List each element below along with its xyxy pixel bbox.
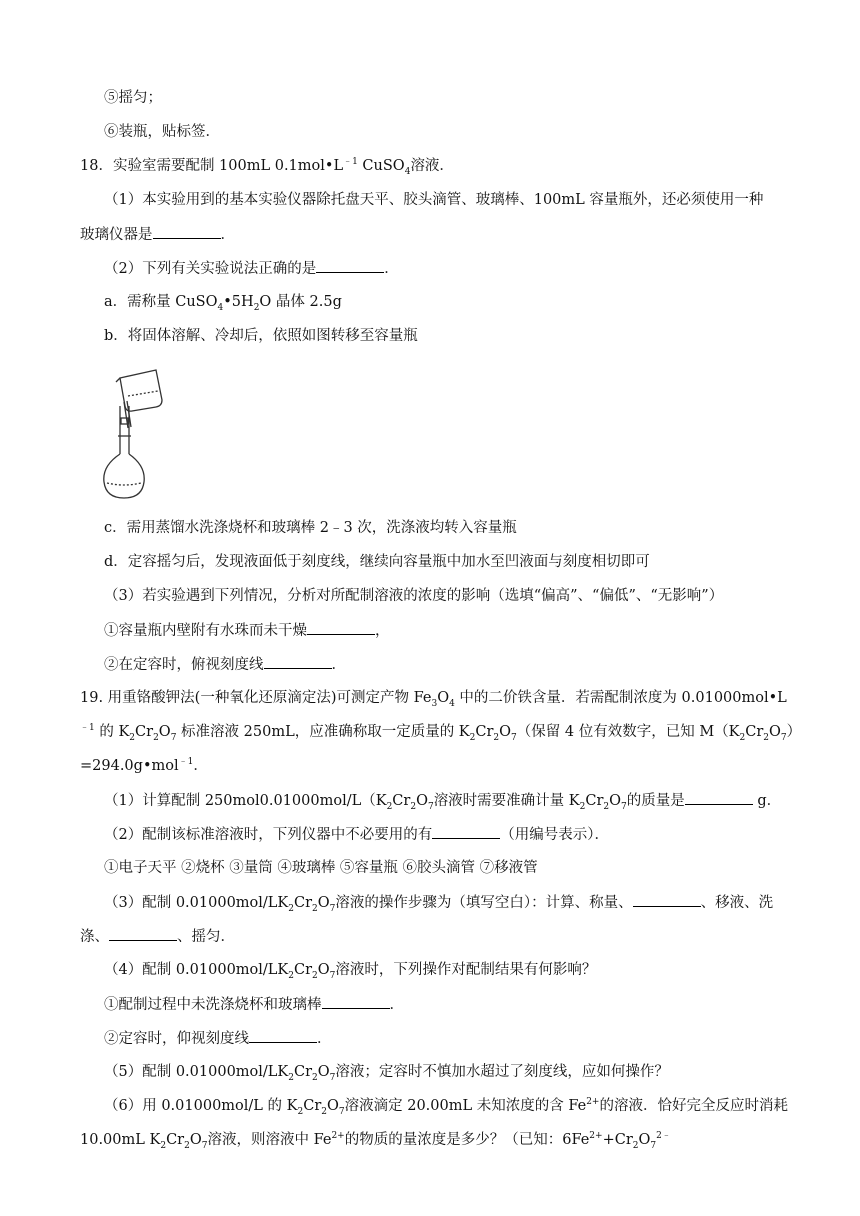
q19-part4: （4）配制 $0.01000mol/LK_2Cr_2O_7$溶液时，下列操作对配制结果有何影响？: [104, 962, 597, 981]
q18-part1-line1: （1）本实验用到的基本实验仪器除托盘天平、胶头滴管、玻璃棒、100mL 容量瓶外，还必须使用一种: [104, 192, 764, 208]
q18-title: 18．实验室需要配制 100mL $0.1mol•L^{﹣1}$ CuSO$_4$溶液．: [80, 157, 454, 177]
q19-instrument-list: ①电子天平 ②烧杯 ③量筒 ④玻璃棒 ⑤容量瓶 ⑥胶头滴管 ⑦移液管: [104, 860, 538, 876]
q19-line2: $^{﹣1}$ 的 $K_2Cr_2O_7$ 标准溶液 250mL，应准确称取一定质量的 $K_2Cr_2O_7$（保留 4 位有效数字，已知 $M(K_2Cr_2O_7)$: [80, 723, 802, 743]
step-5: ⑤摇匀；: [104, 90, 162, 106]
q19-line1: 19. 用重铬酸钾法(一种氧化还原滴定法)可测定产物 $Fe_3O_4$ 中的二价铁含量．若需配制浓度为 0.01000mol•L: [80, 690, 787, 709]
answer-blank[interactable]: [432, 824, 500, 839]
q19-part3-line1: （3）配制 $0.01000mol/LK_2Cr_2O_7$溶液的操作步骤为（填写空白）：计算、称量、 、移液、洗: [104, 892, 773, 913]
q18-part3: （3）若实验遇到下列情况，分析对所配制溶液的浓度的影响（选填“偏高”、“偏低”、“无影响”）: [104, 588, 724, 604]
answer-blank[interactable]: [322, 994, 390, 1009]
volumetric-flask-transfer-figure: [98, 366, 170, 502]
q19-part1: （1）计算配制 $250mol0.01000mol/L(K_2Cr_2O_7$溶液时需要准确计量 $K_2Cr_2O_7$的质量是 g．: [104, 790, 781, 811]
q19-line3: =294.0g•mol$^{﹣1}$．: [80, 757, 208, 774]
q18-option-b: b．将固体溶解、冷却后，依照如图转移至容量瓶: [104, 328, 418, 344]
answer-blank[interactable]: [633, 892, 701, 907]
q19-part3-line2: 涤、 、摇匀．: [80, 926, 235, 947]
step-6: ⑥装瓶，贴标签．: [104, 124, 220, 140]
q19-part2: （2）配制该标准溶液时，下列仪器中不必要用的有 （用编号表示）．: [104, 824, 609, 845]
q18-option-a: a．需称量 $CuSO_4•5H_2O$ 晶体 2.5g: [104, 294, 342, 313]
answer-blank[interactable]: [264, 654, 332, 669]
answer-blank[interactable]: [307, 620, 375, 635]
q18-part1-line2: 玻璃仪器是 ．: [80, 224, 235, 245]
q19-part4-item2: ②定容时，仰视刻度线 ．: [104, 1028, 332, 1049]
q19-part4-item1: ①配制过程中未洗涤烧杯和玻璃棒 ．: [104, 994, 404, 1015]
answer-blank[interactable]: [685, 790, 753, 805]
answer-blank[interactable]: [316, 258, 384, 273]
q19-part6-line2: 10.00mL $K_2Cr_2O_7$溶液，则溶液中 $Fe^{2+}$的物质的量浓度是多少？（已知：$6Fe^{2+}+Cr_2O_7^{2﹣}$: [80, 1131, 671, 1151]
q18-part2: （2）下列有关实验说法正确的是 ．: [104, 258, 399, 279]
q18-part3-item1: ①容量瓶内壁附有水珠而未干燥 ，: [104, 620, 390, 641]
answer-blank[interactable]: [109, 926, 177, 941]
q19-part6-line1: （6）用 0.01000mol/L 的 $K_2Cr_2O_7$溶液滴定 20.00mL 未知浓度的含 $Fe^{2+}$的溶液．恰好完全反应时消耗: [104, 1097, 788, 1117]
q18-part3-item2: ②在定容时，俯视刻度线 ．: [104, 654, 346, 675]
answer-blank[interactable]: [153, 224, 221, 239]
answer-blank[interactable]: [249, 1028, 317, 1043]
q19-part5: （5）配制 $0.01000mol/LK_2Cr_2O_7$溶液；定容时不慎加水超过了刻度线，应如何操作？: [104, 1064, 669, 1083]
q18-option-d: d．定容摇匀后，发现液面低于刻度线，继续向容量瓶中加水至凹液面与刻度相切即可: [104, 554, 650, 570]
q18-option-c: c．需用蒸馏水洗涤烧杯和玻璃棒 2﹣3 次，洗涤液均转入容量瓶: [104, 520, 517, 536]
